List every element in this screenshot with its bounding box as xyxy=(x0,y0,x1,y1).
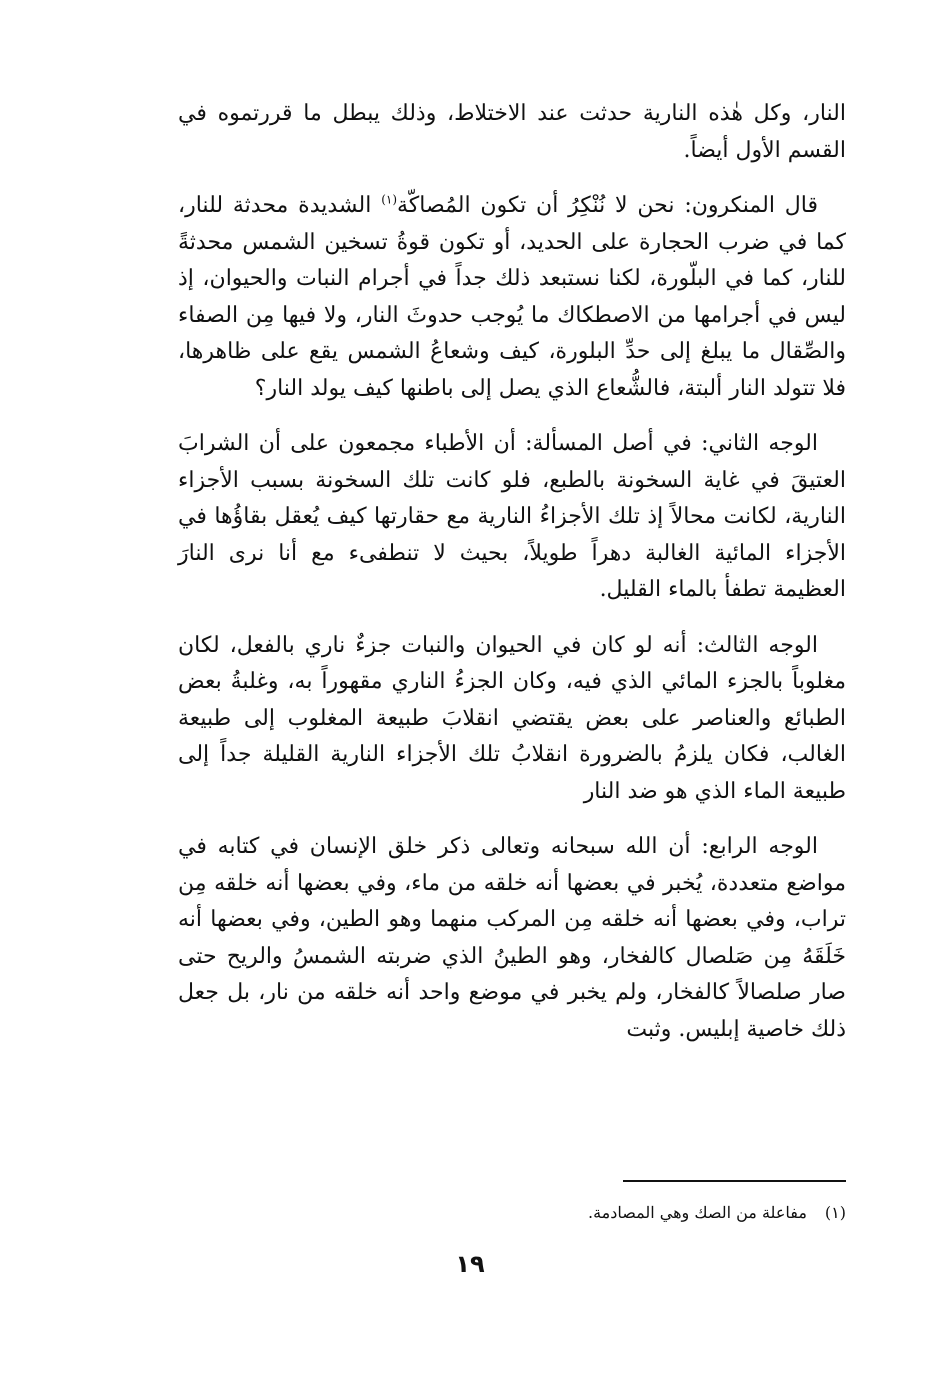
paragraph-2 xyxy=(178,188,846,407)
footnote-divider xyxy=(623,1180,846,1182)
paragraph-2-text-before: قال المنكرون: نحن لا نُنْكِرُ أن تكون المُصاكّة xyxy=(397,193,819,218)
page-number: ١٩ xyxy=(455,1250,485,1278)
footnote-reference: (١) xyxy=(381,192,398,207)
footnote xyxy=(178,1199,846,1227)
paragraph-3: الوجه الثاني: في أصل المسألة: أن الأطباء مجمعون على أن الشرابَ العتيقَ في غاية السخونة بالطبع، فلو كانت تلك السخونة بسبب الأجزاء النارية، لكانت محالاً إذ تلك الأجزاءُ النارية مع حقارتها كيف يُعقل بقاؤُها في الأجزاء المائية الغالبة دهراً طويلاً، بحيث لا تنطفىء مع أنا نرى النارَ العظيمة تطفأ بالماء القليل. xyxy=(178,431,846,602)
paragraph-5: الوجه الرابع: أن الله سبحانه وتعالى ذكر خلق الإنسان في كتابه في مواضع متعددة، يُخبر في بعضها أنه خلقه من ماء، وفي بعضها أنه خلقه مِن تراب، وفي بعضها أنه خلقه مِن المركب منهما وهو الطين، وفي بعضها أنه خَلَقَهُ مِن صَلصال كالفخار، وهو الطينُ الذي ضربته الشمسُ والريح حتى صار صلصالاً كالفخار، ولم يخبر في موضع واحد أنه خلقه من نار، بل جعل ذلك خاصية إبليس. وثبت xyxy=(178,834,846,1042)
footnote-text: مفاعلة من الصك وهي المصادمة. xyxy=(587,1203,807,1222)
footnote-number: (١) xyxy=(824,1203,846,1222)
page-body xyxy=(178,96,846,1048)
paragraph-4: الوجه الثالث: أنه لو كان في الحيوان والنبات جزءٌ ناري بالفعل، لكان مغلوباً بالجزء المائي الذي فيه، وكان الجزءُ الناري مقهوراً به، وغلبةُ بعض الطبائع والعناصر على بعض يقتضي انقلابَ طبيعة المغلوب إلى طبيعة الغالب، فكان يلزمُ بالضرورة انقلابُ تلك الأجزاء النارية القليلة جداً إلى طبيعة الماء الذي هو ضد النار xyxy=(178,632,846,804)
paragraph-1: النار، وكل هٰذه النارية حدثت عند الاختلاط، وذلك يبطل ما قررتموه في القسم الأول أيضاً. xyxy=(178,101,846,163)
paragraph-2-text-after: الشديدة محدثة للنار، كما في ضرب الحجارة على الحديد، أو تكون قوةُ تسخين الشمس محدثةً للنار، كما في البلّورة، لكنا نستبعد ذلك جداً في أجرام النبات والحيوان، إذ ليس في أجرامها من الاصطكاك ما يُوجب حدوثَ النار، ولا فيها مِن الصفاء والصِّقال ما يبلغ إلى حدِّ البلورة، كيف وشعاعُ الشمس يقع على ظاهرها، فلا تتولد النار ألبتة، فالشُّعاع الذي يصل إلى باطنها كيف يولد النار؟ xyxy=(178,193,846,401)
